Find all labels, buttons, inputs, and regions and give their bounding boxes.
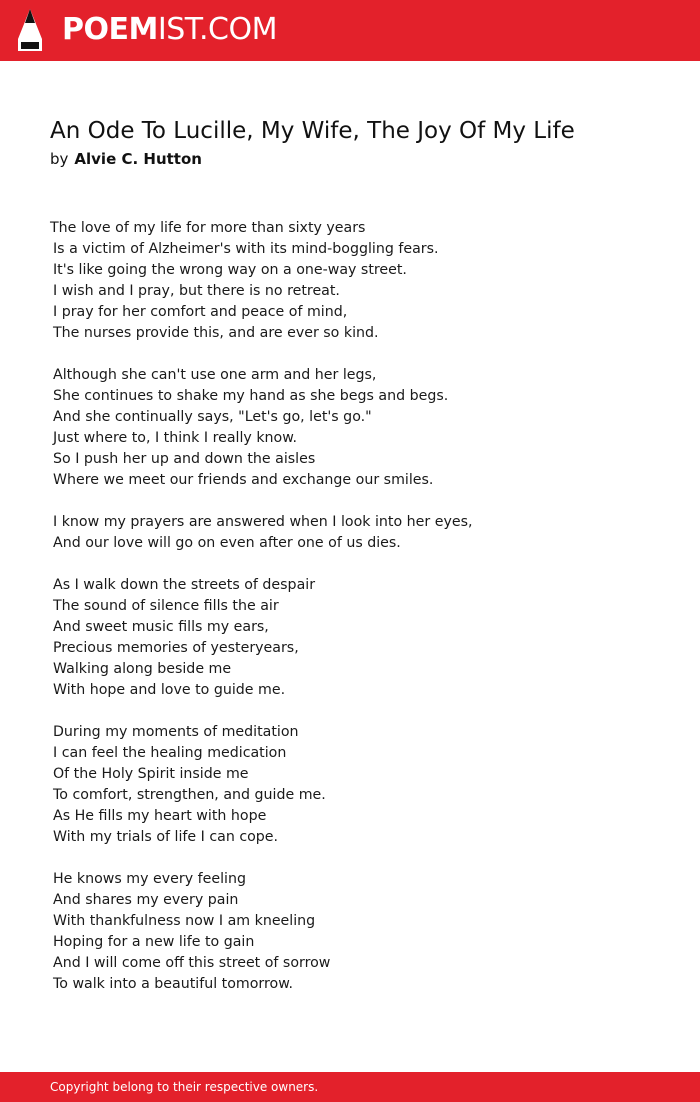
poem-line: Just where to, I think I really know. [53, 430, 298, 446]
poem-line: The sound of silence fills the air [53, 598, 279, 614]
poem-title: An Ode To Lucille, My Wife, The Joy Of My Life [50, 118, 575, 144]
site-header [0, 0, 700, 61]
poem-line: I can feel the healing medication [53, 745, 287, 761]
poem-line: She continues to shake my hand as she begs and begs. [53, 388, 449, 404]
stanza-gap [50, 344, 650, 365]
site-footer [0, 1072, 700, 1102]
poem-line: And I will come off this street of sorrow [53, 955, 331, 971]
stanza-gap [50, 848, 650, 869]
poem-line: I know my prayers are answered when I look into her eyes, [53, 514, 473, 530]
poem-line: Walking along beside me [53, 661, 232, 677]
poem-line: He knows my every feeling [53, 871, 246, 887]
poem-line: The nurses provide this, and are ever so kind. [53, 325, 379, 341]
poem-line: I wish and I pray, but there is no retreat. [53, 283, 340, 299]
poem-line: As I walk down the streets of despair [53, 577, 316, 593]
poem-line: Although she can't use one arm and her legs, [53, 367, 377, 383]
poem-line: It's like going the wrong way on a one-way street. [53, 262, 407, 278]
copyright-text: Copyright belong to their respective owners. [50, 1080, 319, 1094]
poem-line: And she continually says, "Let's go, let's go." [53, 409, 372, 425]
poem-line: Is a victim of Alzheimer's with its mind-boggling fears. [53, 241, 439, 257]
site-logo[interactable] [62, 12, 277, 48]
by-label: by [50, 150, 69, 168]
poem-line: With my trials of life I can cope. [53, 829, 279, 845]
poem-line: The love of my life for more than sixty years [50, 220, 366, 236]
poem-line: Of the Holy Spirit inside me [53, 766, 249, 782]
poem-body [50, 218, 650, 995]
poem-line: Where we meet our friends and exchange our smiles. [53, 472, 434, 488]
logo-rest-text: IST.COM [157, 12, 277, 47]
poem-line: With thankfulness now I am kneeling [53, 913, 316, 929]
pencil-icon [18, 9, 42, 51]
author-name[interactable]: Alvie C. Hutton [74, 150, 202, 168]
poem-line: Hoping for a new life to gain [53, 934, 255, 950]
byline [50, 148, 202, 170]
poem-line: And our love will go on even after one of us dies. [53, 535, 401, 551]
poem-line: During my moments of meditation [53, 724, 299, 740]
poem-line: And shares my every pain [53, 892, 239, 908]
poem-line: Precious memories of yesteryears, [53, 640, 299, 656]
logo-bold-text: POEM [62, 12, 158, 47]
poem-line: To comfort, strengthen, and guide me. [53, 787, 326, 803]
poem-line: And sweet music fills my ears, [53, 619, 269, 635]
stanza-gap [50, 554, 650, 575]
poem-line: To walk into a beautiful tomorrow. [53, 976, 293, 992]
poem-line: With hope and love to guide me. [53, 682, 286, 698]
poem-line: So I push her up and down the aisles [53, 451, 316, 467]
poem-line: I pray for her comfort and peace of mind, [53, 304, 348, 320]
stanza-gap [50, 491, 650, 512]
poem-line: As He fills my heart with hope [53, 808, 267, 824]
stanza-gap [50, 701, 650, 722]
